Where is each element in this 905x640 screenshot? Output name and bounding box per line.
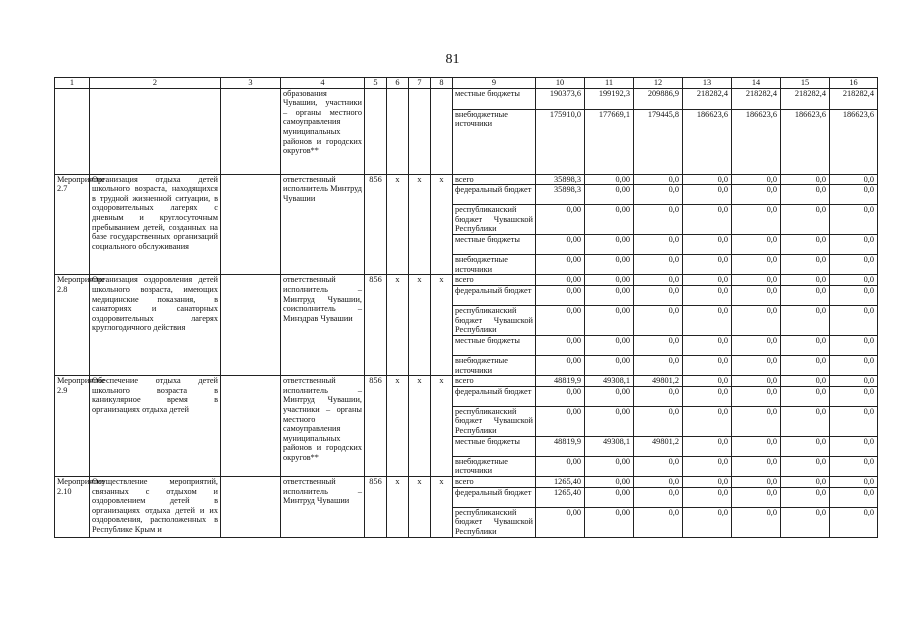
value-cell: 0,00	[585, 185, 634, 205]
value-cell: 35898,3	[536, 174, 585, 185]
funding-source-cell: местные бюджеты	[453, 436, 536, 456]
value-cell: 0,00	[585, 255, 634, 275]
code-cell: 856	[365, 174, 387, 275]
measure-code-cell: Мероприятие 2.10	[55, 476, 90, 537]
code-cell: x	[387, 476, 409, 537]
code-cell: x	[409, 476, 431, 537]
value-cell: 0,00	[585, 275, 634, 286]
value-cell: 0,0	[830, 235, 878, 255]
program-table	[54, 77, 878, 538]
column-number: 3	[221, 78, 281, 89]
value-cell: 0,0	[781, 436, 830, 456]
value-cell: 0,0	[683, 456, 732, 476]
value-cell: 0,0	[781, 205, 830, 235]
value-cell: 0,00	[585, 305, 634, 335]
funding-source-cell: всего	[453, 376, 536, 387]
value-cell: 0,0	[781, 305, 830, 335]
executor-cell: ответственный исполнитель – Минтруд Чувашии	[281, 476, 365, 537]
value-cell: 0,0	[732, 275, 781, 286]
value-cell: 0,0	[683, 386, 732, 406]
value-cell: 0,00	[536, 275, 585, 286]
table-row	[55, 275, 878, 286]
measure-code-cell: Мероприятие 2.8	[55, 275, 90, 376]
value-cell: 209886,9	[634, 88, 683, 109]
code-cell: x	[387, 275, 409, 376]
column-number: 5	[365, 78, 387, 89]
value-cell: 0,0	[683, 285, 732, 305]
executor-cell: ответственный исполнитель Минтруд Чувашии	[281, 174, 365, 275]
value-cell: 0,00	[585, 386, 634, 406]
funding-source-cell: федеральный бюджет	[453, 386, 536, 406]
value-cell: 0,0	[683, 174, 732, 185]
value-cell: 49801,2	[634, 436, 683, 456]
value-cell: 0,0	[830, 275, 878, 286]
value-cell: 0,00	[585, 174, 634, 185]
value-cell: 0,0	[634, 386, 683, 406]
column-number: 14	[732, 78, 781, 89]
code-cell: x	[409, 275, 431, 376]
value-cell: 186623,6	[732, 109, 781, 174]
value-cell: 0,0	[683, 376, 732, 387]
value-cell: 0,0	[781, 476, 830, 487]
funding-source-cell: федеральный бюджет	[453, 285, 536, 305]
value-cell: 0,0	[732, 476, 781, 487]
code-cell: x	[431, 174, 453, 275]
measure-code-cell: Мероприятие 2.9	[55, 376, 90, 477]
funding-source-cell: федеральный бюджет	[453, 185, 536, 205]
value-cell: 0,0	[634, 456, 683, 476]
funding-source-cell: местные бюджеты	[453, 88, 536, 109]
funding-source-cell: федеральный бюджет	[453, 487, 536, 507]
value-cell: 0,0	[634, 235, 683, 255]
value-cell: 0,00	[536, 235, 585, 255]
funding-source-cell: всего	[453, 476, 536, 487]
value-cell: 0,0	[830, 487, 878, 507]
code-cell: x	[431, 476, 453, 537]
value-cell: 0,00	[536, 205, 585, 235]
code-cell: 856	[365, 376, 387, 477]
value-cell: 0,00	[536, 507, 585, 537]
funding-source-cell: местные бюджеты	[453, 335, 536, 355]
value-cell: 0,0	[732, 185, 781, 205]
funding-source-cell: республиканский бюджет Чувашской Республики	[453, 507, 536, 537]
value-cell: 0,0	[830, 456, 878, 476]
value-cell: 0,0	[683, 305, 732, 335]
table-row	[55, 476, 878, 487]
value-cell: 0,0	[634, 174, 683, 185]
value-cell: 0,0	[781, 275, 830, 286]
value-cell: 0,0	[683, 235, 732, 255]
value-cell: 0,00	[536, 386, 585, 406]
value-cell: 0,0	[830, 406, 878, 436]
value-cell: 0,00	[536, 255, 585, 275]
value-cell: 0,0	[683, 205, 732, 235]
value-cell: 0,0	[683, 185, 732, 205]
value-cell: 0,00	[585, 456, 634, 476]
value-cell: 0,00	[536, 335, 585, 355]
value-cell: 0,0	[830, 305, 878, 335]
executor-cell: ответственный исполнитель – Минтруд Чувашии, участники – органы местного самоуправления муниципальных районов и городских округов**	[281, 376, 365, 477]
column-number: 1	[55, 78, 90, 89]
value-cell: 0,00	[585, 487, 634, 507]
code-cell: x	[409, 174, 431, 275]
value-cell: 0,0	[683, 487, 732, 507]
value-cell: 218282,4	[830, 88, 878, 109]
measure-name-cell: Организация оздоровления детей школьного возраста, имеющих медицинские показания, в санаториях и санаторных оздоровительных лагерях круглогодичного действия	[90, 275, 221, 376]
value-cell: 199192,3	[585, 88, 634, 109]
value-cell: 49801,2	[634, 376, 683, 387]
column-number: 8	[431, 78, 453, 89]
value-cell: 0,0	[781, 456, 830, 476]
value-cell: 0,0	[732, 376, 781, 387]
column-number: 16	[830, 78, 878, 89]
cell-empty	[221, 275, 281, 376]
value-cell: 0,0	[683, 255, 732, 275]
code-cell: x	[387, 174, 409, 275]
value-cell: 218282,4	[732, 88, 781, 109]
value-cell: 1265,40	[536, 476, 585, 487]
code-cell: x	[409, 376, 431, 477]
value-cell: 0,0	[634, 335, 683, 355]
value-cell: 0,0	[683, 436, 732, 456]
value-cell: 0,0	[830, 355, 878, 375]
table-row	[55, 88, 878, 109]
value-cell: 0,0	[634, 355, 683, 375]
value-cell: 49308,1	[585, 436, 634, 456]
code-cell: 856	[365, 476, 387, 537]
value-cell: 175910,0	[536, 109, 585, 174]
value-cell: 179445,8	[634, 109, 683, 174]
value-cell: 0,0	[830, 335, 878, 355]
column-number: 10	[536, 78, 585, 89]
code-cell: 856	[365, 275, 387, 376]
funding-source-cell: местные бюджеты	[453, 235, 536, 255]
value-cell: 0,0	[781, 406, 830, 436]
value-cell: 0,0	[830, 185, 878, 205]
cell-empty	[221, 376, 281, 477]
value-cell: 0,0	[781, 376, 830, 387]
funding-source-cell: всего	[453, 275, 536, 286]
value-cell: 0,0	[781, 355, 830, 375]
value-cell: 0,0	[732, 507, 781, 537]
cell-empty	[409, 88, 431, 174]
value-cell: 0,0	[683, 355, 732, 375]
cell-empty	[365, 88, 387, 174]
column-number: 2	[90, 78, 221, 89]
funding-source-cell: внебюджетные источники	[453, 355, 536, 375]
value-cell: 0,0	[781, 174, 830, 185]
value-cell: 190373,6	[536, 88, 585, 109]
value-cell: 0,0	[781, 235, 830, 255]
value-cell: 0,00	[585, 335, 634, 355]
value-cell: 186623,6	[683, 109, 732, 174]
cell-empty	[431, 88, 453, 174]
value-cell: 218282,4	[781, 88, 830, 109]
value-cell: 0,0	[830, 376, 878, 387]
funding-source-cell: внебюджетные источники	[453, 109, 536, 174]
cell-empty	[387, 88, 409, 174]
value-cell: 0,0	[732, 255, 781, 275]
value-cell: 218282,4	[683, 88, 732, 109]
measure-name-cell: Осуществление мероприятий, связанных с отдыхом и оздоровлением детей в организациях отдыха детей и их оздоровления, расположенных в Республике Крым и	[90, 476, 221, 537]
value-cell: 0,0	[634, 255, 683, 275]
value-cell: 0,0	[830, 285, 878, 305]
page-number: 81	[445, 52, 460, 67]
column-number: 4	[281, 78, 365, 89]
value-cell: 0,0	[830, 507, 878, 537]
value-cell: 0,0	[732, 335, 781, 355]
value-cell: 0,0	[830, 255, 878, 275]
value-cell: 0,0	[634, 487, 683, 507]
measure-name-cell: Обеспечение отдыха детей школьного возраста в каникулярное время в организациях отдыха детей	[90, 376, 221, 477]
value-cell: 0,00	[585, 285, 634, 305]
value-cell: 0,0	[781, 487, 830, 507]
value-cell: 0,0	[683, 476, 732, 487]
cell-empty	[221, 174, 281, 275]
value-cell: 0,0	[732, 305, 781, 335]
cell-empty	[221, 88, 281, 174]
value-cell: 0,0	[683, 335, 732, 355]
value-cell: 0,0	[781, 185, 830, 205]
value-cell: 0,00	[585, 235, 634, 255]
value-cell: 0,00	[585, 205, 634, 235]
column-number: 9	[453, 78, 536, 89]
value-cell: 1265,40	[536, 487, 585, 507]
value-cell: 0,0	[732, 174, 781, 185]
value-cell: 0,0	[830, 476, 878, 487]
value-cell: 0,0	[732, 456, 781, 476]
column-number: 15	[781, 78, 830, 89]
value-cell: 0,0	[781, 507, 830, 537]
value-cell: 0,0	[683, 406, 732, 436]
measure-code-cell: Мероприятие 2.7	[55, 174, 90, 275]
value-cell: 186623,6	[781, 109, 830, 174]
value-cell: 0,0	[732, 487, 781, 507]
value-cell: 0,00	[585, 507, 634, 537]
value-cell: 0,0	[732, 285, 781, 305]
funding-source-cell: республиканский бюджет Чувашской Республики	[453, 305, 536, 335]
value-cell: 0,00	[536, 305, 585, 335]
value-cell: 0,0	[830, 386, 878, 406]
funding-source-cell: всего	[453, 174, 536, 185]
column-number: 11	[585, 78, 634, 89]
value-cell: 35898,3	[536, 185, 585, 205]
column-number: 6	[387, 78, 409, 89]
value-cell: 0,0	[634, 507, 683, 537]
cell-empty	[90, 88, 221, 174]
code-cell: x	[387, 376, 409, 477]
funding-source-cell: республиканский бюджет Чувашской Республики	[453, 205, 536, 235]
value-cell: 177669,1	[585, 109, 634, 174]
value-cell: 0,0	[781, 386, 830, 406]
cell-empty	[55, 88, 90, 174]
value-cell: 0,00	[585, 406, 634, 436]
measure-name-cell: Организация отдыха детей школьного возраста, находящихся в трудной жизненной ситуации, в оздоровительных лагерях с дневным и круглосуточным пребыванием детей, созданных на базе государственных организаций социального обслуживания	[90, 174, 221, 275]
value-cell: 0,0	[634, 275, 683, 286]
value-cell: 0,00	[585, 476, 634, 487]
executor-cell: образования Чувашии, участники – органы местного самоуправления муниципальных районов и городских округов**	[281, 88, 365, 174]
table-row	[55, 174, 878, 185]
value-cell: 0,00	[536, 285, 585, 305]
value-cell: 0,0	[683, 275, 732, 286]
value-cell: 0,0	[634, 476, 683, 487]
value-cell: 48819,9	[536, 376, 585, 387]
value-cell: 0,0	[732, 436, 781, 456]
funding-source-cell: внебюджетные источники	[453, 456, 536, 476]
executor-cell: ответственный исполнитель – Минтруд Чувашии, соисполнитель – Минздрав Чувашии	[281, 275, 365, 376]
value-cell: 0,00	[536, 406, 585, 436]
value-cell: 0,0	[732, 355, 781, 375]
value-cell: 0,0	[781, 285, 830, 305]
code-cell: x	[431, 275, 453, 376]
column-number: 12	[634, 78, 683, 89]
value-cell: 0,0	[781, 335, 830, 355]
value-cell: 186623,6	[830, 109, 878, 174]
value-cell: 0,00	[536, 355, 585, 375]
value-cell: 0,0	[634, 305, 683, 335]
value-cell: 0,0	[830, 174, 878, 185]
value-cell: 49308,1	[585, 376, 634, 387]
table-row	[55, 376, 878, 387]
value-cell: 0,0	[634, 185, 683, 205]
funding-source-cell: внебюджетные источники	[453, 255, 536, 275]
column-number: 13	[683, 78, 732, 89]
value-cell: 0,0	[781, 255, 830, 275]
value-cell: 0,0	[683, 507, 732, 537]
value-cell: 0,0	[732, 406, 781, 436]
value-cell: 0,00	[585, 355, 634, 375]
value-cell: 0,0	[830, 436, 878, 456]
value-cell: 0,00	[536, 456, 585, 476]
value-cell: 48819,9	[536, 436, 585, 456]
value-cell: 0,0	[732, 235, 781, 255]
value-cell: 0,0	[732, 205, 781, 235]
code-cell: x	[431, 376, 453, 477]
value-cell: 0,0	[830, 205, 878, 235]
funding-source-cell: республиканский бюджет Чувашской Республики	[453, 406, 536, 436]
value-cell: 0,0	[634, 205, 683, 235]
column-number: 7	[409, 78, 431, 89]
value-cell: 0,0	[732, 386, 781, 406]
value-cell: 0,0	[634, 285, 683, 305]
column-number-row	[55, 78, 878, 89]
value-cell: 0,0	[634, 406, 683, 436]
cell-empty	[221, 476, 281, 537]
